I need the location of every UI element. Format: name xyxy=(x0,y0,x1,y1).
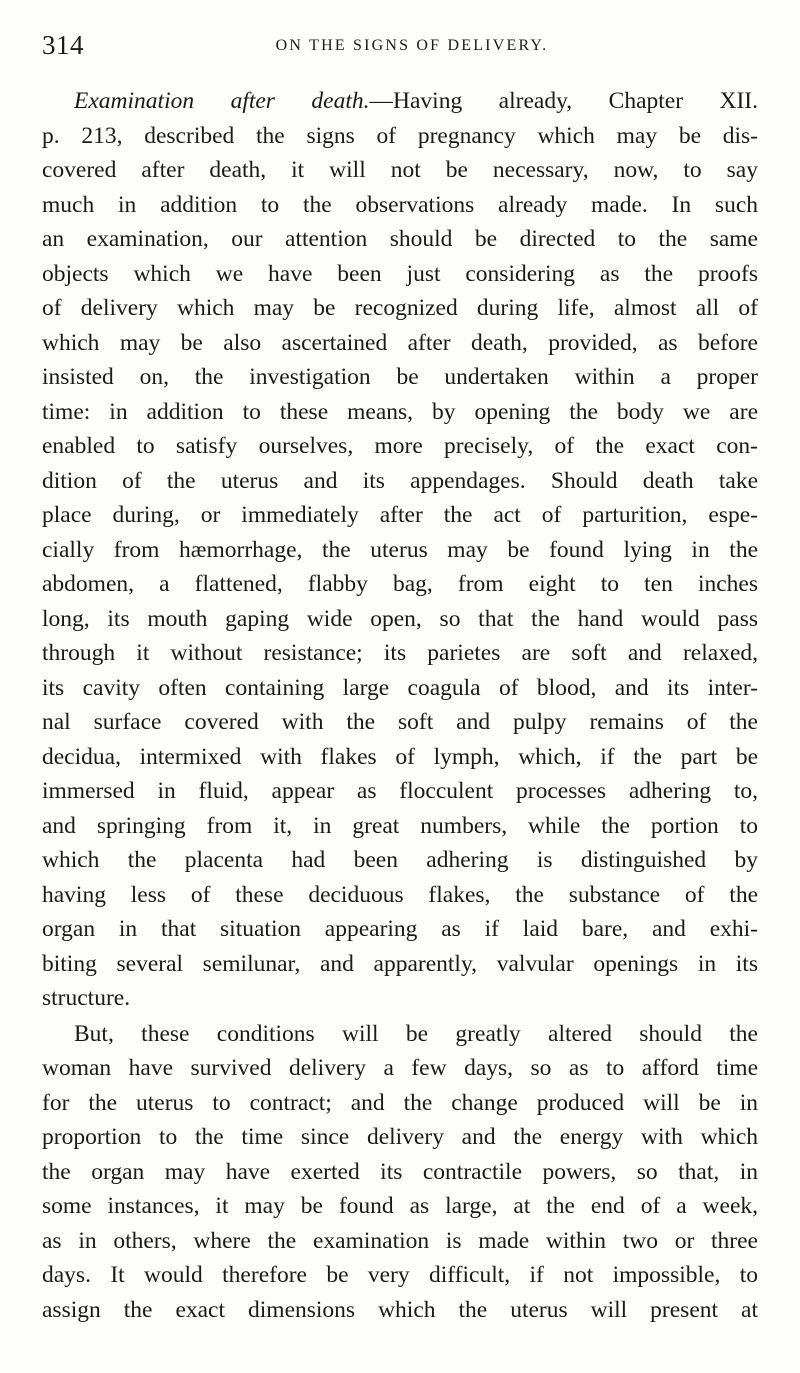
text-line: woman have survived delivery a few days, so as to afford time xyxy=(42,1055,758,1081)
text-line: enabled to satisfy ourselves, more precisely, of the exact con- xyxy=(42,433,758,459)
text-line: time: in addition to these means, by opening the body we are xyxy=(42,398,758,425)
running-head: ON THE SIGNS OF DELIVERY. xyxy=(275,37,549,54)
text-line-content: —Having already, Chapter XII. xyxy=(369,88,759,114)
text-line: the organ may have exerted its contractile powers, so that, in xyxy=(42,1158,758,1185)
page-header xyxy=(42,28,758,64)
text-line: nal surface covered with the soft and pulpy remains of the xyxy=(42,709,758,735)
text-line: biting several semilunar, and apparently, valvular openings in its xyxy=(42,950,758,977)
text-line: structure. xyxy=(42,985,131,1011)
text-line: covered after death, it will not be necessary, now, to say xyxy=(42,157,758,183)
text-line: dition of the uterus and its appendages. Should death take xyxy=(42,467,758,494)
section-heading-italic: Examination after death. xyxy=(74,88,370,114)
text-line: long, its mouth gaping wide open, so that the hand would pass xyxy=(42,605,758,632)
text-line: much in addition to the observations already made. In such xyxy=(42,191,758,218)
text-line: as in others, where the examination is made within two or three xyxy=(42,1227,758,1254)
text-line: its cavity often containing large coagula of blood, and its inter- xyxy=(42,674,758,701)
text-line: through it without resistance; its parietes are soft and relaxed, xyxy=(42,640,758,666)
text-line: of delivery which may be recognized during life, almost all of xyxy=(42,295,758,321)
text-line: But, these conditions will be greatly altered should the xyxy=(74,1020,758,1047)
text-line: and springing from it, in great numbers, while the portion to xyxy=(42,812,758,839)
text-line: some instances, it may be found as large, at the end of a week, xyxy=(42,1193,758,1219)
text-line: which may be also ascertained after death, provided, as before xyxy=(42,329,758,356)
text-line: abdomen, a flattened, flabby bag, from eight to ten inches xyxy=(42,571,758,597)
text-line: immersed in fluid, appear as flocculent processes adhering to, xyxy=(42,778,758,804)
text-line: for the uterus to contract; and the change produced will be in xyxy=(42,1089,758,1116)
text-line: an examination, our attention should be directed to the same xyxy=(42,226,758,252)
page-number: 314 xyxy=(42,30,84,60)
text-line: decidua, intermixed with flakes of lymph, which, if the part be xyxy=(42,743,758,770)
text-line: objects which we have been just considering as the proofs xyxy=(42,260,758,287)
text-line: proportion to the time since delivery and the energy with which xyxy=(42,1124,758,1150)
text-line xyxy=(42,84,758,119)
text-line: organ in that situation appearing as if laid bare, and exhi- xyxy=(42,916,758,942)
text-line: having less of these deciduous flakes, the substance of the xyxy=(42,881,758,908)
text-line: which the placenta had been adhering is distinguished by xyxy=(42,847,758,873)
text-line: days. It would therefore be very difficult, if not impossible, to xyxy=(42,1262,758,1288)
text-line: p. 213, described the signs of pregnancy which may be dis- xyxy=(42,122,758,149)
text-line: insisted on, the investigation be undertaken within a proper xyxy=(42,364,758,390)
body-text xyxy=(42,84,758,1327)
text-line: cially from hæmorrhage, the uterus may be found lying in the xyxy=(42,536,758,563)
text-line: assign the exact dimensions which the uterus will present at xyxy=(42,1296,758,1323)
text-line: place during, or immediately after the act of parturition, espe- xyxy=(42,502,758,528)
